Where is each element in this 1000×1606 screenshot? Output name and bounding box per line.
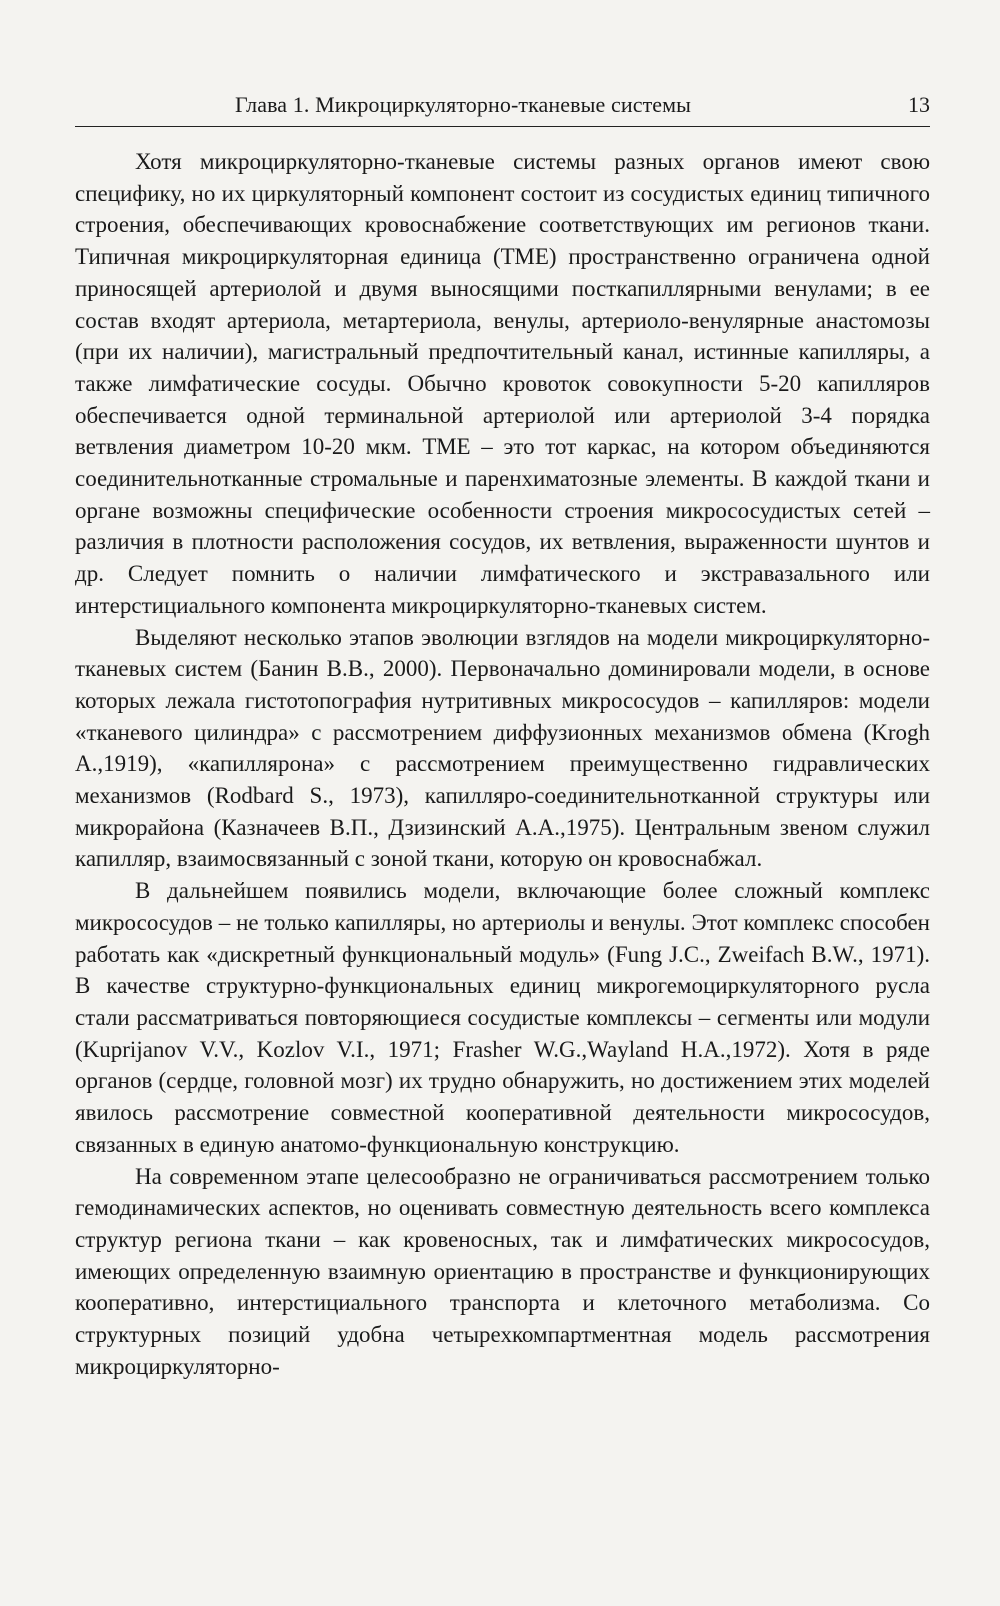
paragraph: На современном этапе целесообразно не ограничиваться рассмотрением только гемодинамических аспектов, но оценивать совместную деятельность всего комплекса структур региона ткани – как кровеносных, так и лимфатических микрососудов, имеющих определенную взаимную ориентацию в пространстве и функционирующих кооперативно, интерстициального транспорта и клеточного метаболизма. Со структурных позиций удобна четырехкомпартментная модель рассмотрения микроциркуляторно-: [75, 1163, 930, 1379]
page-number: 13: [908, 92, 930, 117]
paragraph: Выделяют несколько этапов эволюции взглядов на модели микроциркуляторно-тканевых систем (Банин В.В., 2000). Первоначально доминировали модели, в основе которых лежала гистотопография нутритивных микрососудов – капилляров: модели «тканевого цилиндра» с рассмотрением диффузионных механизмов обмена (Krogh A.,1919), «капиллярона» с рассмотрением преимущественно гидравлических механизмов (Rodbard S., 1973), капилляро-соединительнотканной структуры или микрорайона (Казначеев В.П., Дзизинский А.А.,1975). Центральным звеном служил капилляр, взаимосвязанный с зоной ткани, которую он кровоснабжал.: [75, 624, 930, 872]
paragraph: В дальнейшем появились модели, включающие более сложный комплекс микрососудов – не только капилляры, но артериолы и венулы. Этот комплекс способен работать как «дискретный функциональный модуль» (Fung J.C., Zweifach B.W., 1971). В качестве структурно-функциональных единиц микрогемоциркуляторного русла стали рассматриваться повторяющиеся сосудистые комплексы – сегменты или модули (Kuprijanov V.V., Kozlov V.I., 1971; Frasher W.G.,Wayland H.A.,1972). Хотя в ряде органов (сердце, головной мозг) их трудно обнаружить, но достижением этих моделей явилось рассмотрение совместной кооперативной деятельности микрососудов, связанных в единую анатомо-функциональную конструкцию.: [75, 878, 930, 1157]
running-header: [75, 88, 930, 127]
paragraph: Хотя микроциркуляторно-тканевые системы разных органов имеют свою специфику, но их циркуляторный компонент состоит из сосудистых единиц типичного строения, обеспечивающих кровоснабжение соответствующих им регионов ткани. Типичная микроциркуляторная единица (ТМЕ) пространственно ограничена одной приносящей артериолой и двумя выносящими посткапиллярными венулами; в ее состав входят артериола, метартериола, венулы, артериоло-венулярные анастомозы (при их наличии), магистральный предпочтительный канал, истинные капилляры, а также лимфатические сосуды. Обычно кровоток совокупности 5-20 капилляров обеспечивается одной терминальной артериолой или артериолой 3-4 порядка ветвления диаметром 10-20 мкм. ТМЕ – это тот каркас, на котором объединяются соединительнотканные стромальные и паренхиматозные элементы. В каждой ткани и органе возможны специфические особенности строения микрососудистых сетей – различия в плотности расположения сосудов, их ветвления, выраженности шунтов и др. Следует помнить о наличии лимфатического и экстравазального или интерстициального компонента микроциркуляторно-тканевых систем.: [75, 149, 930, 618]
body-text: [75, 146, 930, 1382]
chapter-title: Глава 1. Микроциркуляторно-тканевые системы: [235, 92, 692, 117]
